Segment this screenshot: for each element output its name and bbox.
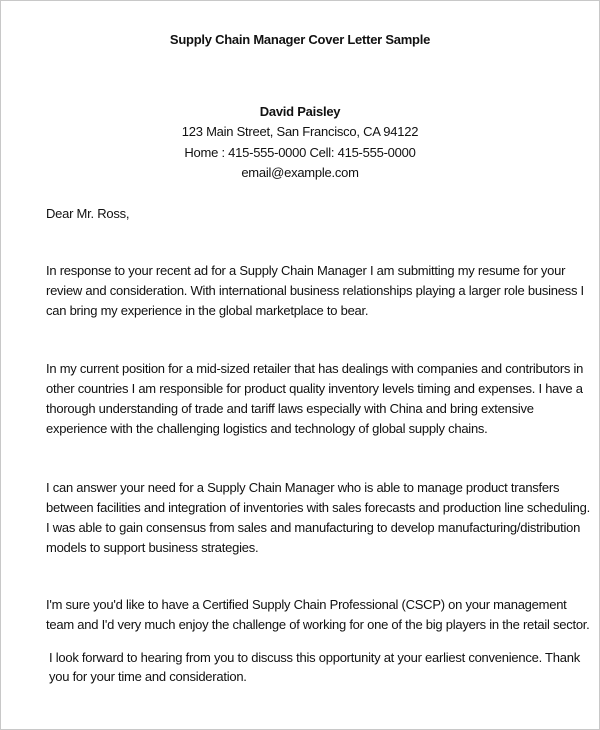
paragraph-line: I was able to gain consensus from sales and manufacturing to develop manufacturing/distribution — [46, 520, 581, 535]
sender-phone: Home : 415-555-0000 Cell: 415-555-0000 — [184, 145, 416, 160]
paragraph-line: experience with the challenging logistics and technology of global supply chains. — [46, 421, 488, 436]
document-title: Supply Chain Manager Cover Letter Sample — [169, 32, 431, 47]
paragraph-line: In response to your recent ad for a Supply Chain Manager I am submitting my resume for your — [46, 263, 566, 278]
sender-email: email@example.com — [241, 165, 359, 180]
paragraph-line: team and I'd very much enjoy the challenge of working for one of the big players in the retail sector. — [46, 617, 590, 632]
paragraph-line: between facilities and integration of inventories with sales forecasts and production line scheduling. — [46, 500, 590, 515]
paragraph-line: I can answer your need for a Supply Chain Manager who is able to manage product transfers — [46, 480, 560, 495]
paragraph-line: models to support business strategies. — [46, 540, 259, 555]
paragraph-line: you for your time and consideration. — [49, 669, 247, 684]
paragraph-line: can bring my experience in the global marketplace to bear. — [46, 303, 369, 318]
paragraph-line: I look forward to hearing from you to discuss this opportunity at your earliest convenience. Thank — [49, 650, 580, 665]
paragraph-line: In my current position for a mid-sized retailer that has dealings with companies and contributors in — [46, 361, 584, 376]
paragraph-line: I'm sure you'd like to have a Certified Supply Chain Professional (CSCP) on your management — [46, 597, 567, 612]
sender-address: 123 Main Street, San Francisco, CA 94122 — [181, 124, 419, 139]
paragraph-line: review and consideration. With international business relationships playing a larger role business I — [46, 283, 584, 298]
salutation: Dear Mr. Ross, — [46, 206, 130, 221]
paragraph-line: thorough understanding of trade and tariff laws especially with China and bring extensive — [46, 401, 534, 416]
paragraph-line: other countries I am responsible for product quality inventory levels timing and expenses. I have a — [46, 381, 583, 396]
sender-name: David Paisley — [259, 104, 341, 119]
